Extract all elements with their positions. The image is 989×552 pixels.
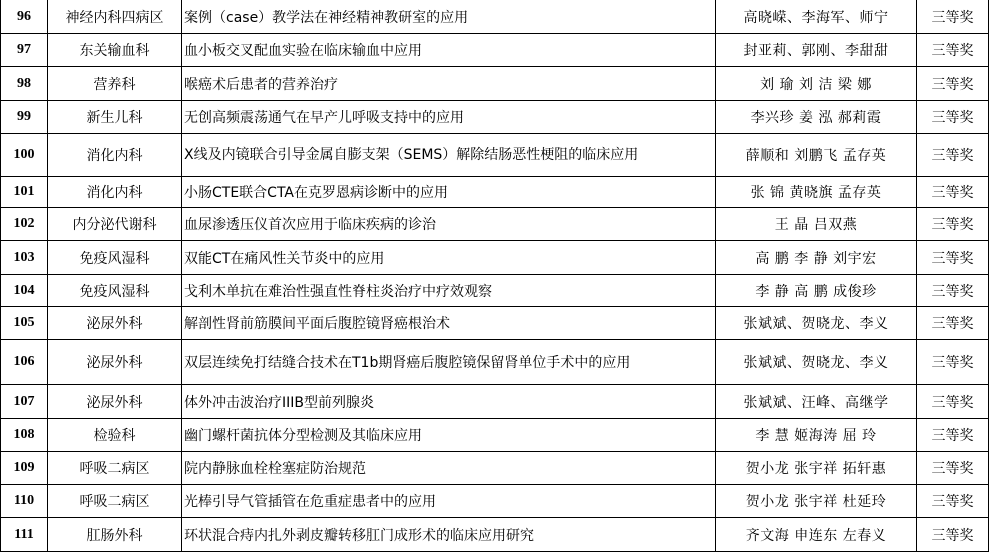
- table-row: [1, 485, 989, 518]
- award-level: 三等奖: [917, 419, 989, 452]
- authors: 王 晶 吕双燕: [716, 208, 917, 241]
- row-number: 111: [1, 518, 48, 552]
- project-title: 体外冲击波治疗IIIB型前列腺炎: [182, 385, 716, 419]
- award-level: 三等奖: [917, 101, 989, 134]
- project-title: 院内静脉血栓栓塞症防治规范: [182, 452, 716, 485]
- row-number: 104: [1, 275, 48, 307]
- award-level: 三等奖: [917, 34, 989, 67]
- authors: 李兴珍 姜 泓 郝莉霞: [716, 101, 917, 134]
- project-title: 环状混合痔内扎外剥皮瓣转移肛门成形术的临床应用研究: [182, 518, 716, 552]
- department: 神经内科四病区: [48, 0, 182, 34]
- department: 肛肠外科: [48, 518, 182, 552]
- department: 呼吸二病区: [48, 485, 182, 518]
- department: 泌尿外科: [48, 340, 182, 385]
- project-title: 双能CT在痛风性关节炎中的应用: [182, 241, 716, 275]
- table-row: [1, 275, 989, 307]
- row-number: 110: [1, 485, 48, 518]
- department: 呼吸二病区: [48, 452, 182, 485]
- table-row: [1, 177, 989, 208]
- authors: 张斌斌、贺晓龙、李义: [716, 307, 917, 340]
- table-row: [1, 134, 989, 177]
- project-title: 双层连续免打结缝合技术在T1b期肾癌后腹腔镜保留肾单位手术中的应用: [182, 340, 716, 385]
- row-number: 107: [1, 385, 48, 419]
- row-number: 100: [1, 134, 48, 177]
- award-level: 三等奖: [917, 208, 989, 241]
- authors: 张斌斌、汪峰、高继学: [716, 385, 917, 419]
- table-row: [1, 452, 989, 485]
- project-title: 血尿渗透压仪首次应用于临床疾病的诊治: [182, 208, 716, 241]
- project-title: 幽门螺杆菌抗体分型检测及其临床应用: [182, 419, 716, 452]
- award-level: 三等奖: [917, 67, 989, 101]
- project-title: 血小板交叉配血实验在临床输血中应用: [182, 34, 716, 67]
- award-level: 三等奖: [917, 0, 989, 34]
- row-number: 103: [1, 241, 48, 275]
- authors: 李 静 高 鹏 成俊珍: [716, 275, 917, 307]
- department: 泌尿外科: [48, 385, 182, 419]
- project-title: X线及内镜联合引导金属自膨支架（SEMS）解除结肠恶性梗阻的临床应用: [182, 134, 716, 177]
- row-number: 105: [1, 307, 48, 340]
- authors: 刘 瑜 刘 洁 梁 娜: [716, 67, 917, 101]
- award-level: 三等奖: [917, 134, 989, 177]
- table-row: [1, 419, 989, 452]
- row-number: 108: [1, 419, 48, 452]
- department: 免疫风湿科: [48, 241, 182, 275]
- award-level: 三等奖: [917, 177, 989, 208]
- authors: 贺小龙 张宇祥 拓轩惠: [716, 452, 917, 485]
- table-row: [1, 241, 989, 275]
- project-title: 戈利木单抗在难治性强直性脊柱炎治疗中疗效观察: [182, 275, 716, 307]
- row-number: 96: [1, 0, 48, 34]
- project-title: 无创高频震荡通气在早产儿呼吸支持中的应用: [182, 101, 716, 134]
- row-number: 101: [1, 177, 48, 208]
- department: 免疫风湿科: [48, 275, 182, 307]
- department: 消化内科: [48, 134, 182, 177]
- authors: 张斌斌、贺晓龙、李义: [716, 340, 917, 385]
- row-number: 97: [1, 34, 48, 67]
- project-title: 解剖性肾前筋膜间平面后腹腔镜肾癌根治术: [182, 307, 716, 340]
- department: 内分泌代谢科: [48, 208, 182, 241]
- award-level: 三等奖: [917, 485, 989, 518]
- award-level: 三等奖: [917, 385, 989, 419]
- row-number: 109: [1, 452, 48, 485]
- row-number: 98: [1, 67, 48, 101]
- award-level: 三等奖: [917, 452, 989, 485]
- table-row: [1, 67, 989, 101]
- authors: 高晓嵘、李海军、师宁: [716, 0, 917, 34]
- row-number: 99: [1, 101, 48, 134]
- award-level: 三等奖: [917, 241, 989, 275]
- authors: 贺小龙 张宇祥 杜延玲: [716, 485, 917, 518]
- project-title: 喉癌术后患者的营养治疗: [182, 67, 716, 101]
- table-row: [1, 307, 989, 340]
- authors: 高 鹏 李 静 刘宇宏: [716, 241, 917, 275]
- authors: 张 锦 黄晓旗 孟存英: [716, 177, 917, 208]
- authors: 李 慧 姬海涛 屈 玲: [716, 419, 917, 452]
- table-row: [1, 518, 989, 552]
- award-level: 三等奖: [917, 275, 989, 307]
- table-row: [1, 0, 989, 34]
- department: 检验科: [48, 419, 182, 452]
- table-row: [1, 208, 989, 241]
- authors: 齐文海 申连东 左春义: [716, 518, 917, 552]
- project-title: 光棒引导气管插管在危重症患者中的应用: [182, 485, 716, 518]
- authors: 薛顺和 刘鹏飞 孟存英: [716, 134, 917, 177]
- table-row: [1, 101, 989, 134]
- authors: 封亚莉、郭刚、李甜甜: [716, 34, 917, 67]
- table-row: [1, 34, 989, 67]
- project-title: 案例（case）教学法在神经精神教研室的应用: [182, 0, 716, 34]
- project-title: 小肠CTE联合CTA在克罗恩病诊断中的应用: [182, 177, 716, 208]
- table-row: [1, 340, 989, 385]
- award-level: 三等奖: [917, 307, 989, 340]
- award-level: 三等奖: [917, 340, 989, 385]
- table-row: [1, 385, 989, 419]
- department: 新生儿科: [48, 101, 182, 134]
- department: 东关输血科: [48, 34, 182, 67]
- department: 消化内科: [48, 177, 182, 208]
- award-level: 三等奖: [917, 518, 989, 552]
- department: 营养科: [48, 67, 182, 101]
- row-number: 106: [1, 340, 48, 385]
- department: 泌尿外科: [48, 307, 182, 340]
- row-number: 102: [1, 208, 48, 241]
